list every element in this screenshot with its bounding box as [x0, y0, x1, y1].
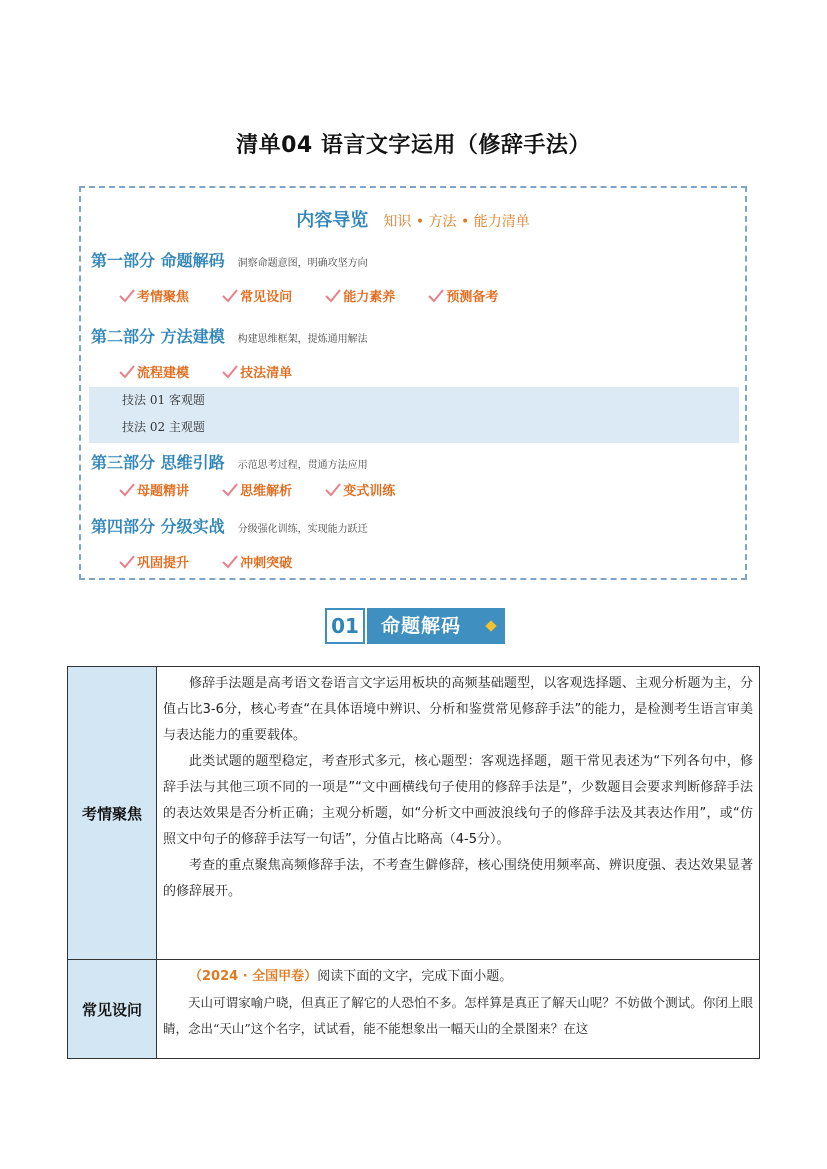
tag-item[interactable]: 变式训练 — [325, 480, 395, 499]
paragraph: 修辞手法题是高考语文卷语言文字运用板块的高频基础题型，以客观选择题、主观分析题为主，分值占比3-6分，核心考查“在具体语境中辨识、分析和鉴赏常见修辞手法”的能力，是检测考生语言审美与表达能力的重要载体。 — [163, 676, 753, 743]
section-description: 分级强化训练，实现能力跃迁 — [237, 524, 368, 535]
checkmark-icon — [325, 289, 341, 303]
toc-section-4-tags — [119, 552, 320, 572]
checkmark-icon — [222, 483, 238, 497]
toc-section-3-tags — [119, 480, 423, 500]
technique-item-2[interactable]: 技法 02 主观题 — [122, 420, 205, 434]
tag-item[interactable]: 冲刺突破 — [222, 552, 292, 571]
checkmark-icon — [119, 365, 135, 379]
section-title: 第二部分 方法建模 — [91, 327, 225, 346]
tag-item[interactable]: 巩固提升 — [119, 552, 189, 571]
badge-number: 01 — [325, 608, 365, 644]
technique-list — [89, 387, 739, 443]
section-description: 洞察命题意图，明确攻坚方向 — [237, 258, 368, 269]
content-guide-title: 内容导览 — [296, 210, 369, 231]
tag-item[interactable]: 流程建模 — [119, 362, 189, 381]
technique-item-1[interactable]: 技法 01 客观题 — [122, 393, 205, 407]
checkmark-icon — [325, 483, 341, 497]
section-title: 第三部分 思维引路 — [91, 453, 225, 472]
diamond-icon — [485, 620, 496, 631]
section-title: 第一部分 命题解码 — [91, 251, 225, 270]
section-description: 示范思考过程，贯通方法应用 — [237, 460, 368, 471]
toc-section-2[interactable] — [91, 324, 368, 346]
table-row — [68, 960, 760, 1059]
checkmark-icon — [119, 483, 135, 497]
tag-item[interactable]: 常见设问 — [222, 286, 292, 305]
toc-section-1[interactable] — [91, 248, 368, 270]
question-intro — [163, 964, 753, 990]
toc-section-4[interactable] — [91, 514, 368, 536]
toc-section-2-tags — [119, 362, 320, 382]
row-label: 常见设问 — [68, 960, 157, 1059]
question-instruction: 阅读下面的文字，完成下面小题。 — [317, 969, 513, 984]
content-guide-header — [81, 206, 745, 232]
checkmark-icon — [222, 555, 238, 569]
section-title: 第四部分 分级实战 — [91, 517, 225, 536]
row-content — [157, 667, 760, 960]
checkmark-icon — [428, 289, 444, 303]
table-row — [68, 667, 760, 960]
checkmark-icon — [119, 555, 135, 569]
page-title: 清单04 语言文字运用（修辞手法） — [236, 133, 591, 158]
tag-item[interactable]: 技法清单 — [222, 362, 292, 381]
tag-item[interactable]: 能力素养 — [325, 286, 395, 305]
content-guide-box — [79, 186, 747, 580]
exam-analysis-table — [67, 666, 760, 1059]
paragraph: 考查的重点聚焦高频修辞手法，不考查生僻修辞，核心围绕使用频率高、辨识度强、表达效果显著的修辞展开。 — [163, 858, 753, 899]
content-guide-subtitle: 知识 • 方法 • 能力清单 — [383, 214, 530, 230]
section-description: 构建思维框架，提炼通用解法 — [237, 334, 368, 345]
badge-label-box — [367, 608, 505, 644]
badge-label: 命题解码 — [381, 615, 462, 637]
toc-section-3[interactable] — [91, 450, 368, 472]
row-label: 考情聚焦 — [68, 667, 157, 960]
checkmark-icon — [222, 365, 238, 379]
reading-passage: 天山可谓家喻户晓，但真正了解它的人恐怕不多。怎样算是真正了解天山呢？不妨做个测试。你闭上眼睛，念出“天山”这个名字，试试看，能不能想象出一幅天山的全景图来？在这 — [163, 995, 753, 1036]
tag-item[interactable]: 考情聚焦 — [119, 286, 189, 305]
row-content — [157, 960, 760, 1059]
section-badge — [325, 608, 505, 644]
checkmark-icon — [222, 289, 238, 303]
toc-section-1-tags — [119, 286, 526, 306]
tag-item[interactable]: 预测备考 — [428, 286, 498, 305]
question-source: （2024 · 全国甲卷） — [189, 969, 318, 984]
paragraph: 此类试题的题型稳定，考查形式多元，核心题型：客观选择题，题干常见表述为“下列各句中，修辞手法与其他三项不同的一项是”“文中画横线句子使用的修辞手法是”，少数题目会要求判断修辞手法的表达效果是否分析正确；主观分析题，如“分析文中画波浪线句子的修辞手法及其表达作用”，或“仿照文中句子的修辞手法写一句话”，分值占比略高（4-5分）。 — [163, 754, 753, 847]
tag-item[interactable]: 思维解析 — [222, 480, 292, 499]
tag-item[interactable]: 母题精讲 — [119, 480, 189, 499]
checkmark-icon — [119, 289, 135, 303]
